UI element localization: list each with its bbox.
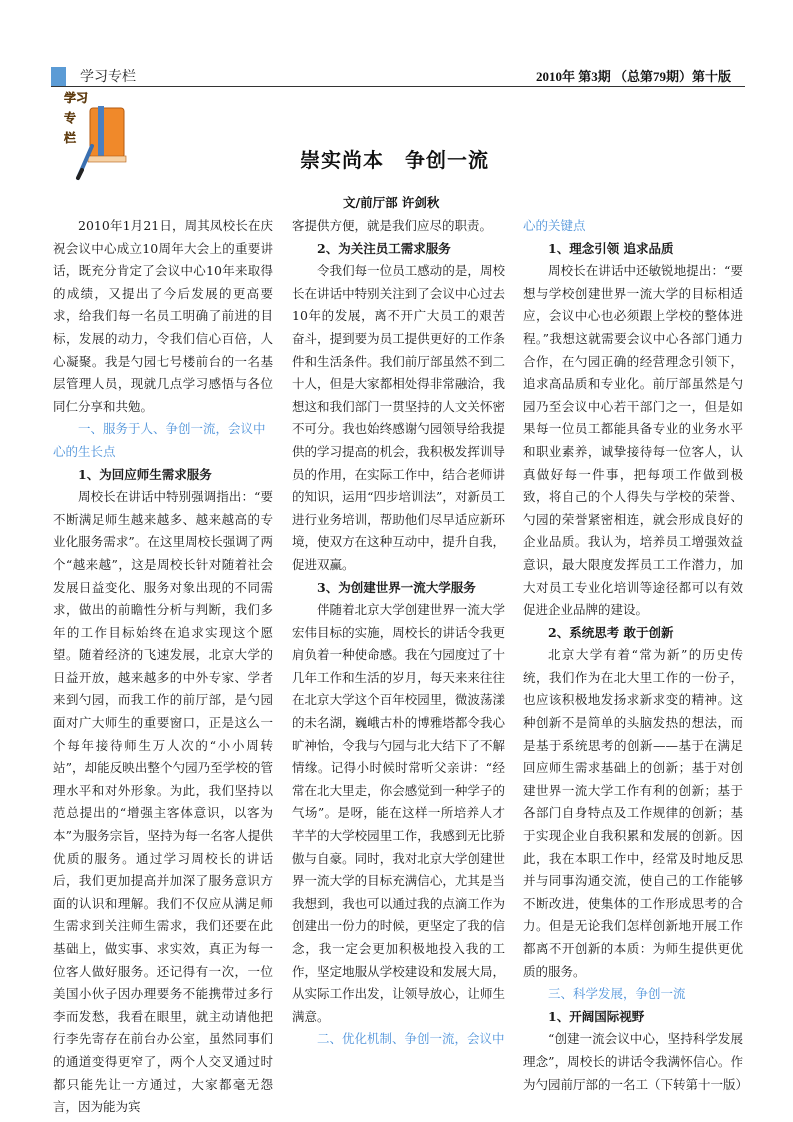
section-heading: 二、优化机制、争创一流，会议中	[317, 1031, 505, 1047]
paragraph: 周校长在讲话中特别强调指出：“要不断满足师生越来越多、越来越高的专业化服务需求”。在这里周校长强调了两个“越来越”，这是周校长针对随着社会发展日益变化、服务对象出现的不同需求，做出的前瞻性分析与判断，我们多年的工作目标始终在追求实现这个愿望。随着经济的飞速发展，北京大学的日益开放，越来越多的中外专家、学者来到勺园，而我工作的前厅部，是勺园面对广大师生的重要窗口，正是这么一个每年接待师生万人次的“小小周转站”，却能反映出整个勺园乃至学校的管理水平和对外形象。为此，我们坚持以范总提出的“增强主客体意识，以客为本”为服务宗旨，坚持为每一名客人提供优质的服务。通过学习周校长的讲话后，我们更加提高并加深了服务意识方面的认识和理解。我们不仅应从满足师生需求到关注师生需求，我们还要在此基础上，做实事、求实效，真正为每一位客人做好服务。还记得有一次，一位美国小伙子因办理要务不能携带过多行李而发愁，我看在眼里，就主动请他把行李先寄存在前台办公室，虽然同事们的通道变得更窄了，两个人交叉通过时都只能先让一方通过，大家都毫无怨言，因为能为宾	[53, 489, 273, 1115]
article-column-2	[292, 215, 505, 1051]
svg-text:学习: 学习	[64, 91, 89, 105]
subsection-heading: 3、为创建世界一流大学服务	[317, 579, 476, 595]
section-heading-continued: 心的关键点	[523, 218, 586, 233]
issue-info: 2010年 第3期 （总第79期）第十版	[535, 69, 731, 84]
article-title: 崇实尚本 争创一流	[300, 148, 489, 172]
subsection-heading: 2、系统思考 敢于创新	[548, 624, 674, 640]
paragraph: 北京大学有着“常为新”的历史传统，我们作为在北大里工作的一份子，也应该积极地发扬求新求变的精神。这种创新不是简单的头脑发热的想法，而是基于系统思考的创新——基于在满足回应师生需求基础上的创新；基于对创建世界一流大学工作有利的创新；基于各部门自身特点及工作规律的创新；基于实现企业自我积累和发展的创新。因此，我在本职工作中，经常及时地反思并与同事沟通交流，使自己的工作能够不断改进，使集体的工作形成思考的合力。但是无论我们怎样创新地开展工作都离不开创新的本质：为师生提供更优质的服务。	[523, 647, 743, 979]
subsection-heading: 1、开阔国际视野	[548, 1008, 645, 1024]
subsection-heading: 2、为关注员工需求服务	[317, 240, 451, 256]
paragraph: “创建一流会议中心，坚持科学发展理念”，周校长的讲话令我满怀信心。作为勺园前厅部的一名工（下转第十一版）	[523, 1031, 749, 1092]
paragraph: 伴随着北京大学创建世界一流大学宏伟目标的实施，周校长的讲话令我更肩负着一种使命感。我在勺园度过了十几年工作和生活的岁月，每天来来往往在北京大学这个百年校园里，微波荡漾的未名湖，巍峨古朴的博雅塔都令我心旷神怡，令我与勺园与北大结下了不解情缘。记得小时候时常听父亲讲：“经常在北大里走，你会感觉到一种学子的气场”。是呀，能在这样一所培养人才芊芊的大学校园里工作，我感到无比骄傲与自豪。同时，我对北京大学创建世界一流大学的目标充满信心，尤其是当我想到，我也可以通过我的点滴工作为创建出一份力的时候，更坚定了我的信念，我一定会更加积极地投入我的工作，坚定地服从学校建设和发展大局，从实际工作出发，让领导放心，让师生满意。	[292, 602, 505, 1024]
study-column-logo	[58, 88, 138, 184]
subsection-heading: 1、理念引领 追求品质	[548, 240, 674, 256]
article-column-3	[523, 215, 749, 1096]
paragraph: 客提供方便，就是我们应尽的职责。	[292, 218, 493, 233]
paragraph: 周校长在讲话中还敏锐地提出：“要想与学校创建世界一流大学的目标相适应，会议中心也必须跟上学校的整体进程。”我想这就需要会议中心各部门通力合作，在勺园正确的经营理念引领下，追求高品质和专业化。前厅部虽然是勺园乃至会议中心若干部门之一，但是如果每一位员工都能具备专业的业务水平和职业素养，诚挚接待每一位客人，认真做好每一件事，把每项工作做到极致，将自己的个人得失与学校的荣誉、勺园的荣誉紧密相连，就会形成良好的企业品质。我认为，培养员工增强效益意识，最大限度发挥员工工作潜力，加大对员工专业化培训等途径都可以有效促进企业品牌的建设。	[523, 263, 743, 618]
svg-text:专: 专	[64, 111, 77, 125]
paragraph: 2010年1月21日，周其凤校长在庆祝会议中心成立10周年大会上的重要讲话，既充分肯定了会议中心10年来取得的成绩，又提出了今后发展的更高要求，给我们每一名员工明确了前进的目标，发展的动力，令我们信心百倍，人心凝聚。我是勺园七号楼前台的一名基层管理人员，现就几点学习感悟与各位同仁分享和共勉。	[53, 218, 273, 414]
section-heading: 三、科学发展，争创一流	[548, 986, 686, 1002]
paragraph: 令我们每一位员工感动的是，周校长在讲话中特别关注到了会议中心过去10年的发展，离不开广大员工的艰苦奋斗，提到要为员工提供更好的工作条件和生活条件。我们前厅部虽然不到二十人，但是大家都相处得非常融洽，我想这和我们部门一贯坚持的人文关怀密不可分。我也始终感谢勺园领导给我提供的学习提高的机会，我积极发挥训导员的作用，在实际工作中，结合老师讲的知识，运用“四步培训法”，对新员工进行业务培训，帮助他们尽早适应新环境，使双方在这种互动中，提升自我，促进双赢。	[292, 263, 505, 572]
subsection-heading: 1、为回应师生需求服务	[78, 466, 212, 482]
header-rule	[51, 86, 745, 87]
column-marker	[51, 67, 66, 87]
svg-text:栏: 栏	[64, 131, 77, 145]
column-label: 学习专栏	[80, 69, 136, 85]
section-heading: 一、服务于人、争创一流，会议中心的生长点	[53, 421, 266, 459]
article-byline: 文/前厅部 许剑秋	[343, 195, 440, 210]
article-column-1	[53, 215, 273, 1119]
